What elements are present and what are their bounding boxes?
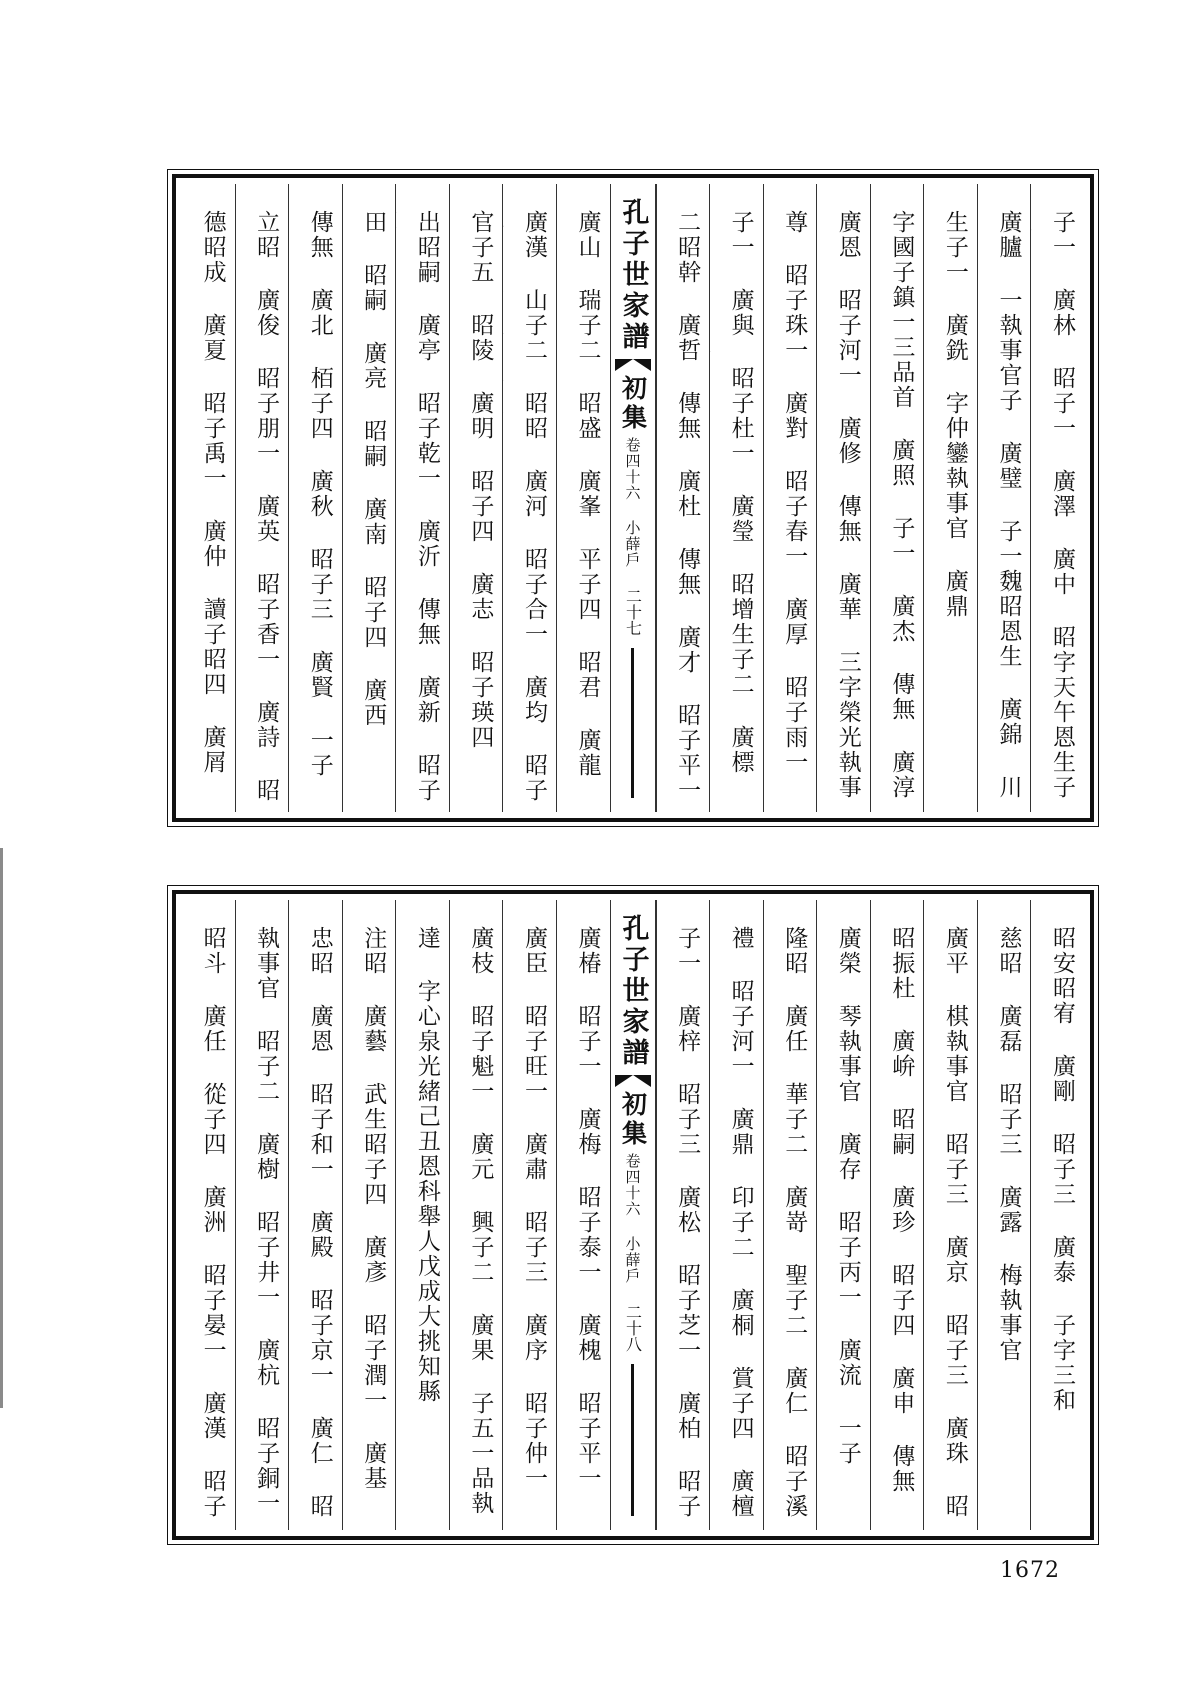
book-title: 孔子世家譜 xyxy=(617,198,649,353)
text-column: 隆昭 廣任 華子二 廣嵜 聖子二 廣仁 昭子溪 xyxy=(763,900,817,1530)
text-column: 字國子鎮一三品首 廣照 子一 廣杰 傳無 廣淳 xyxy=(870,184,924,812)
text-column: 官子五 昭陵 廣明 昭子四 廣志 昭子瑛四 xyxy=(449,184,503,812)
genealogy-page-bottom xyxy=(172,890,1094,1540)
text-column: 達 字心泉光緒己丑恩科舉人戊成大挑知縣 xyxy=(395,900,449,1530)
text-column: 廣漢 山子二 昭昭 廣河 昭子合一 廣均 昭子 xyxy=(502,184,556,812)
chapter-label: 卷四十六 小薛戶 xyxy=(623,1153,642,1284)
text-column: 子一 廣梓 昭子三 廣松 昭子芝一 廣柏 昭子 xyxy=(656,900,710,1530)
text-column: 昭振杜 廣峅 昭嗣 廣珍 昭子四 廣申 傳無 xyxy=(870,900,924,1530)
text-column: 注昭 廣藝 武生昭子四 廣彥 昭子潤一 廣基 xyxy=(342,900,396,1530)
page-columns xyxy=(182,900,1084,1530)
page-columns xyxy=(182,184,1084,812)
text-column: 二昭幹 廣哲 傳無 廣杜 傳無 廣才 昭子平一 xyxy=(656,184,710,812)
page-spine xyxy=(610,900,656,1530)
text-column: 生子一 廣銑 字仲鑾執事官 廣鼎 xyxy=(923,184,977,812)
text-column: 執事官 昭子二 廣樹 昭子井一 廣杭 昭子銅一 xyxy=(235,900,289,1530)
fishtail-mark-icon xyxy=(615,359,651,371)
text-column: 田 昭嗣 廣亮 昭嗣 廣南 昭子四 廣西 xyxy=(342,184,396,812)
text-column: 禮 昭子河一 廣鼎 印子二 廣桐 賞子四 廣檀 xyxy=(709,900,763,1530)
text-column: 廣恩 昭子河一 廣修 傳無 廣華 三字榮光執事 xyxy=(816,184,870,812)
text-column: 廣枝 昭子魁一 廣元 興子二 廣果 子五一品執 xyxy=(449,900,503,1530)
text-column: 廣臣 昭子旺一 廣肅 昭子三 廣序 昭子仲一 xyxy=(502,900,556,1530)
text-column: 廣平 棋執事官 昭子三 廣京 昭子三 廣珠 昭 xyxy=(923,900,977,1530)
chapter-label: 卷四十六 小薛戶 xyxy=(623,437,642,568)
text-column: 廣山 瑞子二 昭盛 廣峯 平子四 昭君 廣龍 xyxy=(556,184,610,812)
text-column: 廣椿 昭子一 廣梅 昭子泰一 廣槐 昭子平一 xyxy=(556,900,610,1530)
text-column: 德昭成 廣夏 昭子禹一 廣仲 讀子昭四 廣屑 xyxy=(199,210,226,775)
text-column: 慈昭 廣磊 昭子三 廣露 梅執事官 xyxy=(977,900,1031,1530)
page-spine xyxy=(610,184,656,812)
scan-edge-line xyxy=(0,848,3,1408)
text-column: 廣榮 琴執事官 廣存 昭子丙一 廣流 一子 xyxy=(816,900,870,1530)
text-column: 傳無 廣北 栢子四 廣秋 昭子三 廣賢 一子 xyxy=(288,184,342,812)
genealogy-page-top xyxy=(172,174,1094,822)
spine-rule xyxy=(631,648,634,798)
text-column: 昭安昭宥 廣剛 昭子三 廣泰 子字三和 xyxy=(1030,900,1084,1530)
leaf-number: 二十七 xyxy=(623,588,643,636)
text-column: 子一 廣與 昭子杜一 廣瑩 昭增生子二 廣標 xyxy=(709,184,763,812)
volume-label: 初集 xyxy=(618,1091,648,1149)
text-column: 立昭 廣俊 昭子朋一 廣英 昭子香一 廣詩 昭 xyxy=(235,184,289,812)
text-column: 出昭嗣 廣亭 昭子乾一 廣沂 傳無 廣新 昭子 xyxy=(395,184,449,812)
book-title: 孔子世家譜 xyxy=(617,914,649,1069)
text-column: 尊 昭子珠一 廣對 昭子春一 廣厚 昭子雨一 xyxy=(763,184,817,812)
fishtail-mark-icon xyxy=(615,1075,651,1087)
text-column: 忠昭 廣恩 昭子和一 廣殿 昭子京一 廣仁 昭 xyxy=(288,900,342,1530)
page-number: 1672 xyxy=(1000,1558,1060,1583)
text-column: 廣臚 一執事官子 廣璧 子一魏昭恩生 廣錦 川 xyxy=(977,184,1031,812)
text-column: 昭斗 廣任 從子四 廣洲 昭子晏一 廣漢 昭子 xyxy=(199,926,226,1519)
leaf-number: 二十八 xyxy=(623,1304,643,1352)
volume-label: 初集 xyxy=(618,375,648,433)
text-column: 子一 廣林 昭子一 廣澤 廣中 昭字天午恩生子 xyxy=(1030,184,1084,812)
spine-rule xyxy=(631,1364,634,1516)
